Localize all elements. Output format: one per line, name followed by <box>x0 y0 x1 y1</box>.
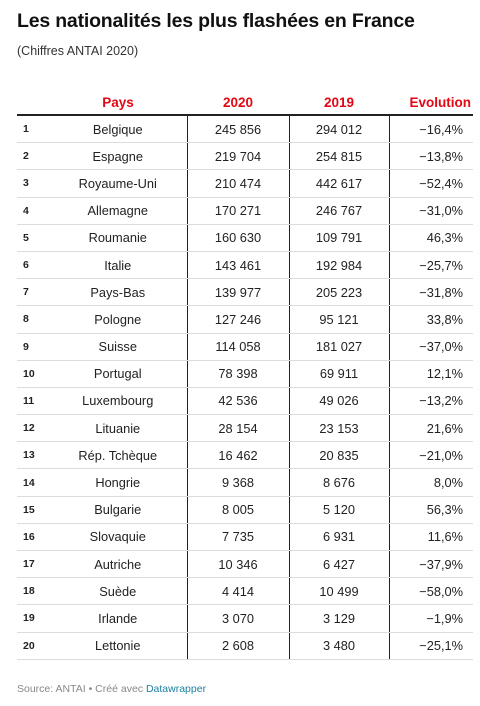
value-2020-cell: 160 630 <box>187 224 289 251</box>
evolution-cell: −37,9% <box>389 551 473 578</box>
pays-cell: Pays-Bas <box>49 279 187 306</box>
table-row <box>17 605 473 632</box>
pays-cell: Suisse <box>49 333 187 360</box>
table-row <box>17 387 473 414</box>
table-row <box>17 251 473 278</box>
rank-cell: 6 <box>17 251 49 278</box>
header-2019[interactable]: 2019 <box>289 90 389 115</box>
pays-cell: Slovaquie <box>49 523 187 550</box>
rank-cell: 7 <box>17 279 49 306</box>
footer-source: Source: ANTAI • Créé avec <box>17 683 146 695</box>
pays-cell: Irlande <box>49 605 187 632</box>
rank-cell: 2 <box>17 143 49 170</box>
pays-cell: Espagne <box>49 143 187 170</box>
value-2019-cell: 23 153 <box>289 415 389 442</box>
evolution-cell: 12,1% <box>389 360 473 387</box>
evolution-cell: −21,0% <box>389 442 473 469</box>
table-row <box>17 170 473 197</box>
rank-cell: 14 <box>17 469 49 496</box>
value-2020-cell: 8 005 <box>187 496 289 523</box>
evolution-cell: −13,8% <box>389 143 473 170</box>
table-body <box>17 115 473 659</box>
evolution-cell: 11,6% <box>389 523 473 550</box>
pays-cell: Portugal <box>49 360 187 387</box>
table-row <box>17 578 473 605</box>
rank-cell: 15 <box>17 496 49 523</box>
pays-cell: Italie <box>49 251 187 278</box>
pays-cell: Lituanie <box>49 415 187 442</box>
evolution-cell: 8,0% <box>389 469 473 496</box>
value-2020-cell: 78 398 <box>187 360 289 387</box>
evolution-cell: −25,7% <box>389 251 473 278</box>
footer-datawrapper-link[interactable]: Datawrapper <box>145 683 207 695</box>
value-2019-cell: 6 427 <box>289 551 389 578</box>
value-2019-cell: 6 931 <box>289 523 389 550</box>
value-2019-cell: 442 617 <box>289 170 389 197</box>
value-2019-cell: 3 480 <box>289 632 389 659</box>
pays-cell: Rép. Tchèque <box>49 442 187 469</box>
pays-cell: Belgique <box>49 115 187 143</box>
value-2020-cell: 114 058 <box>187 333 289 360</box>
chart-subtitle: (Chiffres ANTAI 2020) <box>17 44 139 58</box>
value-2020-cell: 245 856 <box>187 115 289 143</box>
value-2019-cell: 109 791 <box>289 224 389 251</box>
table-row <box>17 415 473 442</box>
rank-cell: 19 <box>17 605 49 632</box>
pays-cell: Lettonie <box>49 632 187 659</box>
header-evolution[interactable]: Evolution <box>389 90 473 115</box>
rank-cell: 3 <box>17 170 49 197</box>
evolution-cell: 33,8% <box>389 306 473 333</box>
table-row <box>17 523 473 550</box>
value-2020-cell: 127 246 <box>187 306 289 333</box>
value-2019-cell: 181 027 <box>289 333 389 360</box>
pays-cell: Hongrie <box>49 469 187 496</box>
value-2019-cell: 49 026 <box>289 387 389 414</box>
value-2020-cell: 210 474 <box>187 170 289 197</box>
table-row <box>17 115 473 143</box>
evolution-cell: −37,0% <box>389 333 473 360</box>
header-rank[interactable] <box>17 90 49 115</box>
table-row <box>17 224 473 251</box>
rank-cell: 5 <box>17 224 49 251</box>
rank-cell: 10 <box>17 360 49 387</box>
value-2019-cell: 10 499 <box>289 578 389 605</box>
value-2019-cell: 8 676 <box>289 469 389 496</box>
value-2020-cell: 7 735 <box>187 523 289 550</box>
value-2020-cell: 10 346 <box>187 551 289 578</box>
rank-cell: 9 <box>17 333 49 360</box>
rank-cell: 8 <box>17 306 49 333</box>
rank-cell: 17 <box>17 551 49 578</box>
value-2019-cell: 69 911 <box>289 360 389 387</box>
pays-cell: Royaume-Uni <box>49 170 187 197</box>
value-2020-cell: 42 536 <box>187 387 289 414</box>
value-2020-cell: 28 154 <box>187 415 289 442</box>
value-2020-cell: 143 461 <box>187 251 289 278</box>
header-pays[interactable]: Pays <box>49 90 187 115</box>
value-2020-cell: 219 704 <box>187 143 289 170</box>
rank-cell: 1 <box>17 115 49 143</box>
data-table <box>17 90 473 660</box>
rank-cell: 13 <box>17 442 49 469</box>
table-row <box>17 306 473 333</box>
table-row <box>17 333 473 360</box>
table-header-row <box>17 90 473 115</box>
value-2019-cell: 20 835 <box>289 442 389 469</box>
evolution-cell: −25,1% <box>389 632 473 659</box>
evolution-cell: −58,0% <box>389 578 473 605</box>
table-row <box>17 632 473 659</box>
value-2019-cell: 192 984 <box>289 251 389 278</box>
rank-cell: 4 <box>17 197 49 224</box>
rank-cell: 16 <box>17 523 49 550</box>
rank-cell: 18 <box>17 578 49 605</box>
evolution-cell: −16,4% <box>389 115 473 143</box>
rank-cell: 12 <box>17 415 49 442</box>
evolution-cell: −1,9% <box>389 605 473 632</box>
table-row <box>17 197 473 224</box>
evolution-cell: 56,3% <box>389 496 473 523</box>
pays-cell: Pologne <box>49 306 187 333</box>
table-row <box>17 143 473 170</box>
pays-cell: Bulgarie <box>49 496 187 523</box>
table-row <box>17 279 473 306</box>
value-2019-cell: 95 121 <box>289 306 389 333</box>
evolution-cell: −31,8% <box>389 279 473 306</box>
pays-cell: Autriche <box>49 551 187 578</box>
value-2019-cell: 5 120 <box>289 496 389 523</box>
value-2019-cell: 294 012 <box>289 115 389 143</box>
chart-footer <box>17 683 206 695</box>
evolution-cell: −13,2% <box>389 387 473 414</box>
pays-cell: Roumanie <box>49 224 187 251</box>
table-row <box>17 360 473 387</box>
evolution-cell: 46,3% <box>389 224 473 251</box>
rank-cell: 20 <box>17 632 49 659</box>
value-2020-cell: 170 271 <box>187 197 289 224</box>
value-2020-cell: 3 070 <box>187 605 289 632</box>
header-2020[interactable]: 2020 <box>187 90 289 115</box>
table-row <box>17 469 473 496</box>
evolution-cell: 21,6% <box>389 415 473 442</box>
rank-cell: 11 <box>17 387 49 414</box>
table-row <box>17 551 473 578</box>
chart-title: Les nationalités les plus flashées en France <box>17 10 415 32</box>
value-2019-cell: 246 767 <box>289 197 389 224</box>
pays-cell: Suède <box>49 578 187 605</box>
pays-cell: Luxembourg <box>49 387 187 414</box>
value-2020-cell: 2 608 <box>187 632 289 659</box>
value-2019-cell: 254 815 <box>289 143 389 170</box>
value-2019-cell: 205 223 <box>289 279 389 306</box>
value-2020-cell: 9 368 <box>187 469 289 496</box>
table-row <box>17 496 473 523</box>
evolution-cell: −31,0% <box>389 197 473 224</box>
evolution-cell: −52,4% <box>389 170 473 197</box>
value-2019-cell: 3 129 <box>289 605 389 632</box>
value-2020-cell: 4 414 <box>187 578 289 605</box>
value-2020-cell: 139 977 <box>187 279 289 306</box>
pays-cell: Allemagne <box>49 197 187 224</box>
value-2020-cell: 16 462 <box>187 442 289 469</box>
table-row <box>17 442 473 469</box>
